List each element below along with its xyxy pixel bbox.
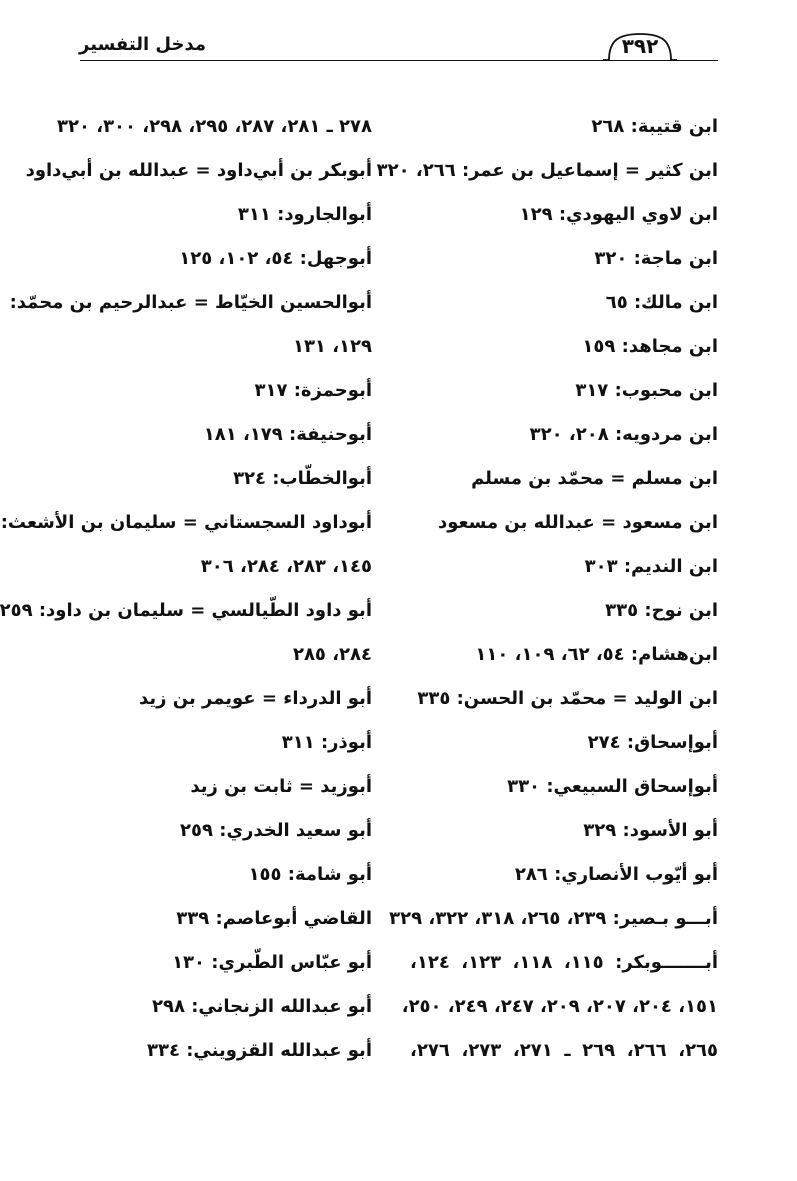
index-entry: ابن النديم: ٣٠٣: [584, 556, 718, 577]
index-entry: أبو شامة: ١٥٥: [248, 864, 372, 885]
index-entry: أبوحنيفة: ١٧٩، ١٨١: [203, 424, 372, 445]
index-entry: أبوإسحاق السبيعي: ٣٣٠: [507, 776, 718, 797]
index-entry: ابن‌هشام: ٥٤، ٦٢، ١٠٩، ١١٠: [475, 644, 718, 665]
index-entry: ابن مسعود = عبدالله بن مسعود: [437, 512, 718, 533]
index-entry: أبو داود الطّيالسي = سليمان بن داود: ٢٥٩: [0, 600, 372, 621]
index-entry: أبو أيّوب الأنصاري: ٢٨٦: [514, 864, 718, 885]
index-column-left: [0, 105, 372, 1073]
index-entry: أبوالحسين الخيّاط = عبدالرحيم بن محمّد:: [9, 292, 372, 313]
index-entry: ابن مسلم = محمّد بن مسلم: [471, 468, 718, 489]
index-entry: أبوجهل: ٥٤، ١٠٢، ١٢٥: [179, 248, 372, 269]
index-entry: ١٤٥، ٢٨٣، ٢٨٤، ٣٠٦: [200, 556, 372, 577]
index-entry: ١٢٩، ١٣١: [292, 336, 372, 357]
index-entry: ٢٨٤، ٢٨٥: [292, 644, 372, 665]
index-entry: ابن لاوي اليهودي: ١٢٩: [519, 204, 718, 225]
index-entry: ابن مردويه: ٢٠٨، ٣٢٠: [529, 424, 718, 445]
index-entry: ٢٦٥، ٢٦٦، ٢٦٩ ـ ٢٧١، ٢٧٣، ٢٧٦،: [410, 1040, 719, 1061]
index-entry: ١٥١، ٢٠٤، ٢٠٧، ٢٠٩، ٢٤٧، ٢٤٩، ٢٥٠،: [401, 996, 718, 1017]
index-entry: القاضي أبوعاصم: ٣٣٩: [176, 908, 372, 929]
book-title: مدخل التفسير: [79, 34, 206, 55]
index-entry: أبـــــــوبكر: ١١٥، ١١٨، ١٢٣، ١٢٤،: [410, 952, 719, 973]
page-number-frame: [603, 30, 677, 64]
index-entry: ابن ماجة: ٣٢٠: [594, 248, 718, 269]
index-entry: أبو سعيد الخدري: ٢٥٩: [180, 820, 372, 841]
index-entry: أبوالخطّاب: ٣٢٤: [233, 468, 372, 489]
index-entry: أبوحمزة: ٣١٧: [254, 380, 372, 401]
index-entry: ٢٧٨ ـ ٢٨١، ٢٨٧، ٢٩٥، ٢٩٨، ٣٠٠، ٣٢٠: [56, 116, 372, 137]
index-entry: ابن محبوب: ٣١٧: [575, 380, 718, 401]
index-entry: ابن نوح: ٣٣٥: [605, 600, 718, 621]
index-entry: أبوالجارود: ٣١١: [237, 204, 372, 225]
index-entry: ابن مجاهد: ١٥٩: [582, 336, 718, 357]
index-entry: أبو عبدالله الزنجاني: ٢٩٨: [152, 996, 372, 1017]
index-entry: أبو الأسود: ٣٢٩: [583, 820, 718, 841]
index-entry: أبوذر: ٣١١: [281, 732, 372, 753]
page-number: ٣٩٢: [621, 34, 659, 58]
index-column-right: [376, 105, 719, 1073]
index-entry: أبـــو بـصير: ٢٣٩، ٢٦٥، ٣١٨، ٣٢٢، ٣٢٩: [389, 908, 718, 929]
index-entry: ابن كثير = إسماعيل بن عمر: ٢٦٦، ٣٢٠: [376, 160, 718, 181]
index-entry: أبوبكر بن أبي‌داود = عبدالله بن أبي‌داود: [25, 160, 372, 181]
index-entry: أبو عبّاس الطّبري: ١٣٠: [172, 952, 372, 973]
index-entry: أبوإسحاق: ٢٧٤: [587, 732, 718, 753]
index-entry: ابن الوليد = محمّد بن الحسن: ٣٣٥: [417, 688, 718, 709]
index-entry: أبو الدرداء = عويمر بن زيد: [138, 688, 372, 709]
index-entry: أبوداود السجستاني = سليمان بن الأشعث:: [0, 512, 372, 533]
index-entry: أبو عبدالله القزويني: ٣٣٤: [146, 1040, 372, 1061]
running-header: [0, 0, 797, 80]
index-entry: أبوزيد = ثابت بن زيد: [190, 776, 372, 797]
index-entry: ابن مالك: ٦٥: [605, 292, 718, 313]
index-entry: ابن قتيبة: ٢٦٨: [591, 116, 718, 137]
